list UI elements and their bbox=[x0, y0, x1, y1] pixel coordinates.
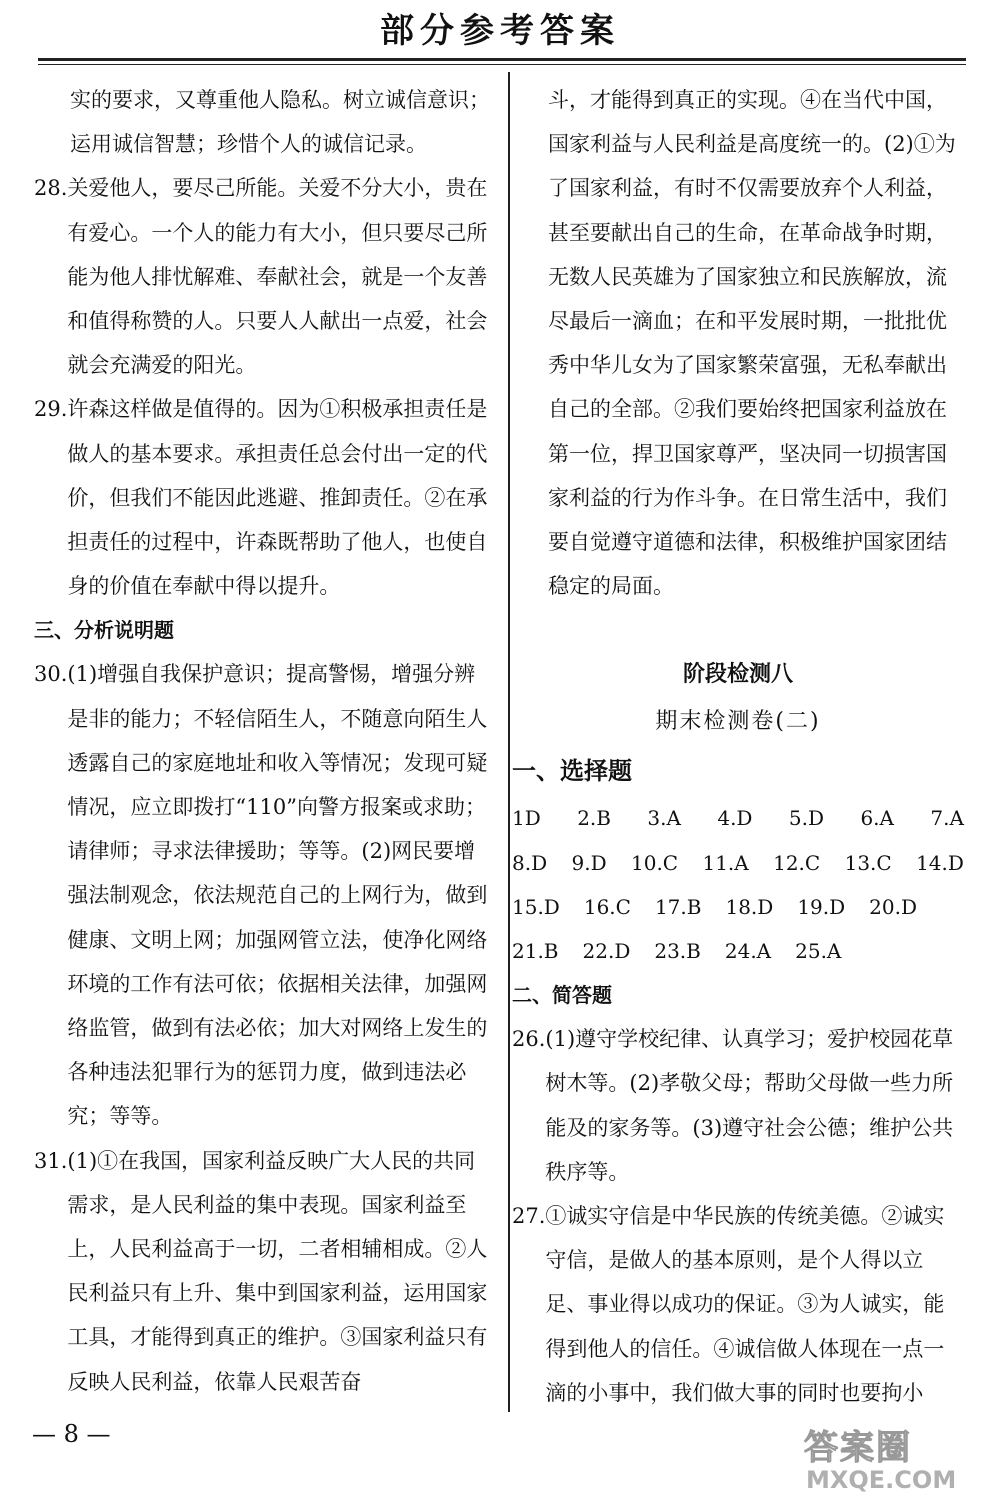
answer-text: (1)遵守学校纪律、认真学习；爱护校园花草树木等。(2)孝敬父母；帮助父母做一些力所能及的家务等。(3)遵守社会公德；维护公共秩序等。 bbox=[545, 1027, 954, 1184]
choice-answer: 7.A bbox=[930, 806, 964, 831]
choice-answer: 11.A bbox=[702, 850, 749, 875]
answer-31-continued bbox=[512, 78, 964, 608]
header-rule-thin bbox=[38, 64, 966, 65]
choice-answer: 25.A bbox=[795, 939, 842, 964]
choice-answer: 3.A bbox=[647, 806, 681, 831]
choice-answer: 1D bbox=[512, 806, 541, 831]
choice-answer: 19.D bbox=[797, 894, 846, 919]
section-heading-short-answer: 二、简答题 bbox=[512, 983, 612, 1008]
continued-answer-text: 实的要求，又尊重他人隐私。树立诚信意识；运用诚信智慧；珍惜个人的诚信记录。 bbox=[70, 88, 490, 157]
choice-answer: 20.D bbox=[869, 894, 917, 919]
exam-title: 期末检测卷(二) bbox=[655, 709, 821, 735]
right-column bbox=[512, 78, 964, 1415]
answer-text: (1)增强自我保护意识；提高警惕，增强分辨是非的能力；不轻信陌生人，不随意向陌生人透露自己的家庭地址和收入等情况；发现可疑情况，应立即拨打“110”向警方报案或求助；请律师；寻求法律援助；等等。(2)网民要增强法制观念，依法规范自己的上网行为，做到健康、文明上网；加强网管立法，使净化网络环境的工作有法可依；依据相关法律，加强网络监管，做到有法必依；加大对网络上发生的各种违法犯罪行为的惩罚力度，做到违法必究；等等。 bbox=[67, 662, 488, 1129]
choice-answer: 5.D bbox=[788, 806, 825, 831]
choice-answer: 24.A bbox=[724, 939, 772, 964]
answer-text: 斗，才能得到真正的实现。④在当代中国，国家利益与人民利益是高度统一的。(2)①为了国家利益，有时不仅需要放弃个人利益，甚至要献出自己的生命，在革命战争时期，无数人民英雄为了国家独立和民族解放，流尽最后一滴血；在和平发展时期，一批批优秀中华儿女为了国家繁荣富强，无私奉献出自己的全部。②我们要始终把国家利益放在第一位，捍卫国家尊严，坚决同一切损害国家利益的行为作斗争。在日常生活中，我们要自觉遵守道德和法律，积极维护国家团结稳定的局面。 bbox=[548, 88, 956, 599]
answer-31 bbox=[34, 1139, 492, 1404]
answer-text: ①诚实守信是中华民族的传统美德。②诚实守信，是做人的基本原则，是个人得以立足、事业得以成功的保证。③为人诚实，能得到他人的信任。④诚信做人体现在一点一滴的小事中，我们做大事的同时也要拘小 bbox=[545, 1204, 945, 1405]
choice-answer: 6.A bbox=[860, 806, 894, 831]
column-divider bbox=[508, 72, 510, 1412]
question-number: 31. bbox=[34, 1148, 68, 1173]
question-number: 30. bbox=[34, 662, 68, 687]
choice-answers bbox=[512, 796, 964, 973]
answer-26 bbox=[512, 1017, 964, 1194]
answer-row bbox=[512, 885, 964, 929]
choice-answer: 17.B bbox=[654, 894, 702, 919]
stage-title: 阶段检测八 bbox=[682, 662, 793, 688]
question-number: 27. bbox=[512, 1204, 546, 1229]
answer-row bbox=[512, 841, 964, 885]
answer-30 bbox=[34, 652, 492, 1138]
continued-answer bbox=[34, 78, 492, 166]
header-rule bbox=[38, 58, 966, 61]
question-number: 29. bbox=[34, 397, 68, 422]
answer-27 bbox=[512, 1194, 964, 1415]
answer-text: 许森这样做是值得的。因为①积极承担责任是做人的基本要求。承担责任总会付出一定的代价，但我们不能因此逃避、推卸责任。②在承担责任的过程中，许森既帮助了他人，也使自身的价值在奉献中得以提升。 bbox=[67, 397, 488, 599]
spacer bbox=[512, 608, 964, 652]
answer-row bbox=[512, 796, 964, 840]
watermark-url: MXQE.COM bbox=[806, 1466, 957, 1494]
choice-answer: 10.C bbox=[631, 850, 679, 875]
question-number: 26. bbox=[512, 1027, 546, 1052]
choice-answer: 23.B bbox=[654, 939, 701, 964]
choice-answer: 12.C bbox=[773, 850, 821, 875]
answer-row bbox=[512, 929, 964, 973]
choice-answer: 4.D bbox=[717, 806, 753, 831]
choice-answer: 9.D bbox=[571, 850, 607, 875]
choice-answer: 8.D bbox=[512, 850, 548, 875]
question-number: 28. bbox=[34, 176, 68, 201]
page-number: — 8 — bbox=[32, 1420, 111, 1448]
watermark-logo bbox=[776, 1420, 986, 1496]
choice-answer: 21.B bbox=[512, 939, 559, 964]
choice-answer: 13.C bbox=[844, 850, 892, 875]
answer-29 bbox=[34, 387, 492, 608]
choice-answer: 18.D bbox=[725, 894, 774, 919]
choice-answer: 22.D bbox=[582, 939, 631, 964]
choice-answer: 15.D bbox=[512, 894, 560, 919]
answer-text: (1)①在我国，国家利益反映广大人民的共同需求，是人民利益的集中表现。国家利益至上，人民利益高于一切，二者相辅相成。②人民利益只有上升、集中到国家利益，运用国家工具，才能得到真正的维护。③国家利益只有反映人民利益，依靠人民艰苦奋 bbox=[67, 1148, 488, 1394]
section-heading-choice: 一、选择题 bbox=[512, 757, 632, 786]
watermark-text: 答案圈 bbox=[804, 1428, 912, 1468]
answer-text: 关爱他人，要尽己所能。关爱不分大小，贵在有爱心。一个人的能力有大小，但只要尽己所能为他人排忧解难、奉献社会，就是一个友善和值得称赞的人。只要人人献出一点爱，社会就会充满爱的阳光。 bbox=[67, 176, 488, 378]
section-heading-analysis: 三、分析说明题 bbox=[34, 618, 174, 643]
choice-answer: 14.D bbox=[916, 850, 964, 875]
choice-answer: 2.B bbox=[577, 806, 611, 831]
page-header-title: 部分参考答案 bbox=[380, 11, 620, 51]
left-column bbox=[34, 78, 492, 1404]
answer-28 bbox=[34, 166, 492, 387]
choice-answer: 16.C bbox=[583, 894, 631, 919]
